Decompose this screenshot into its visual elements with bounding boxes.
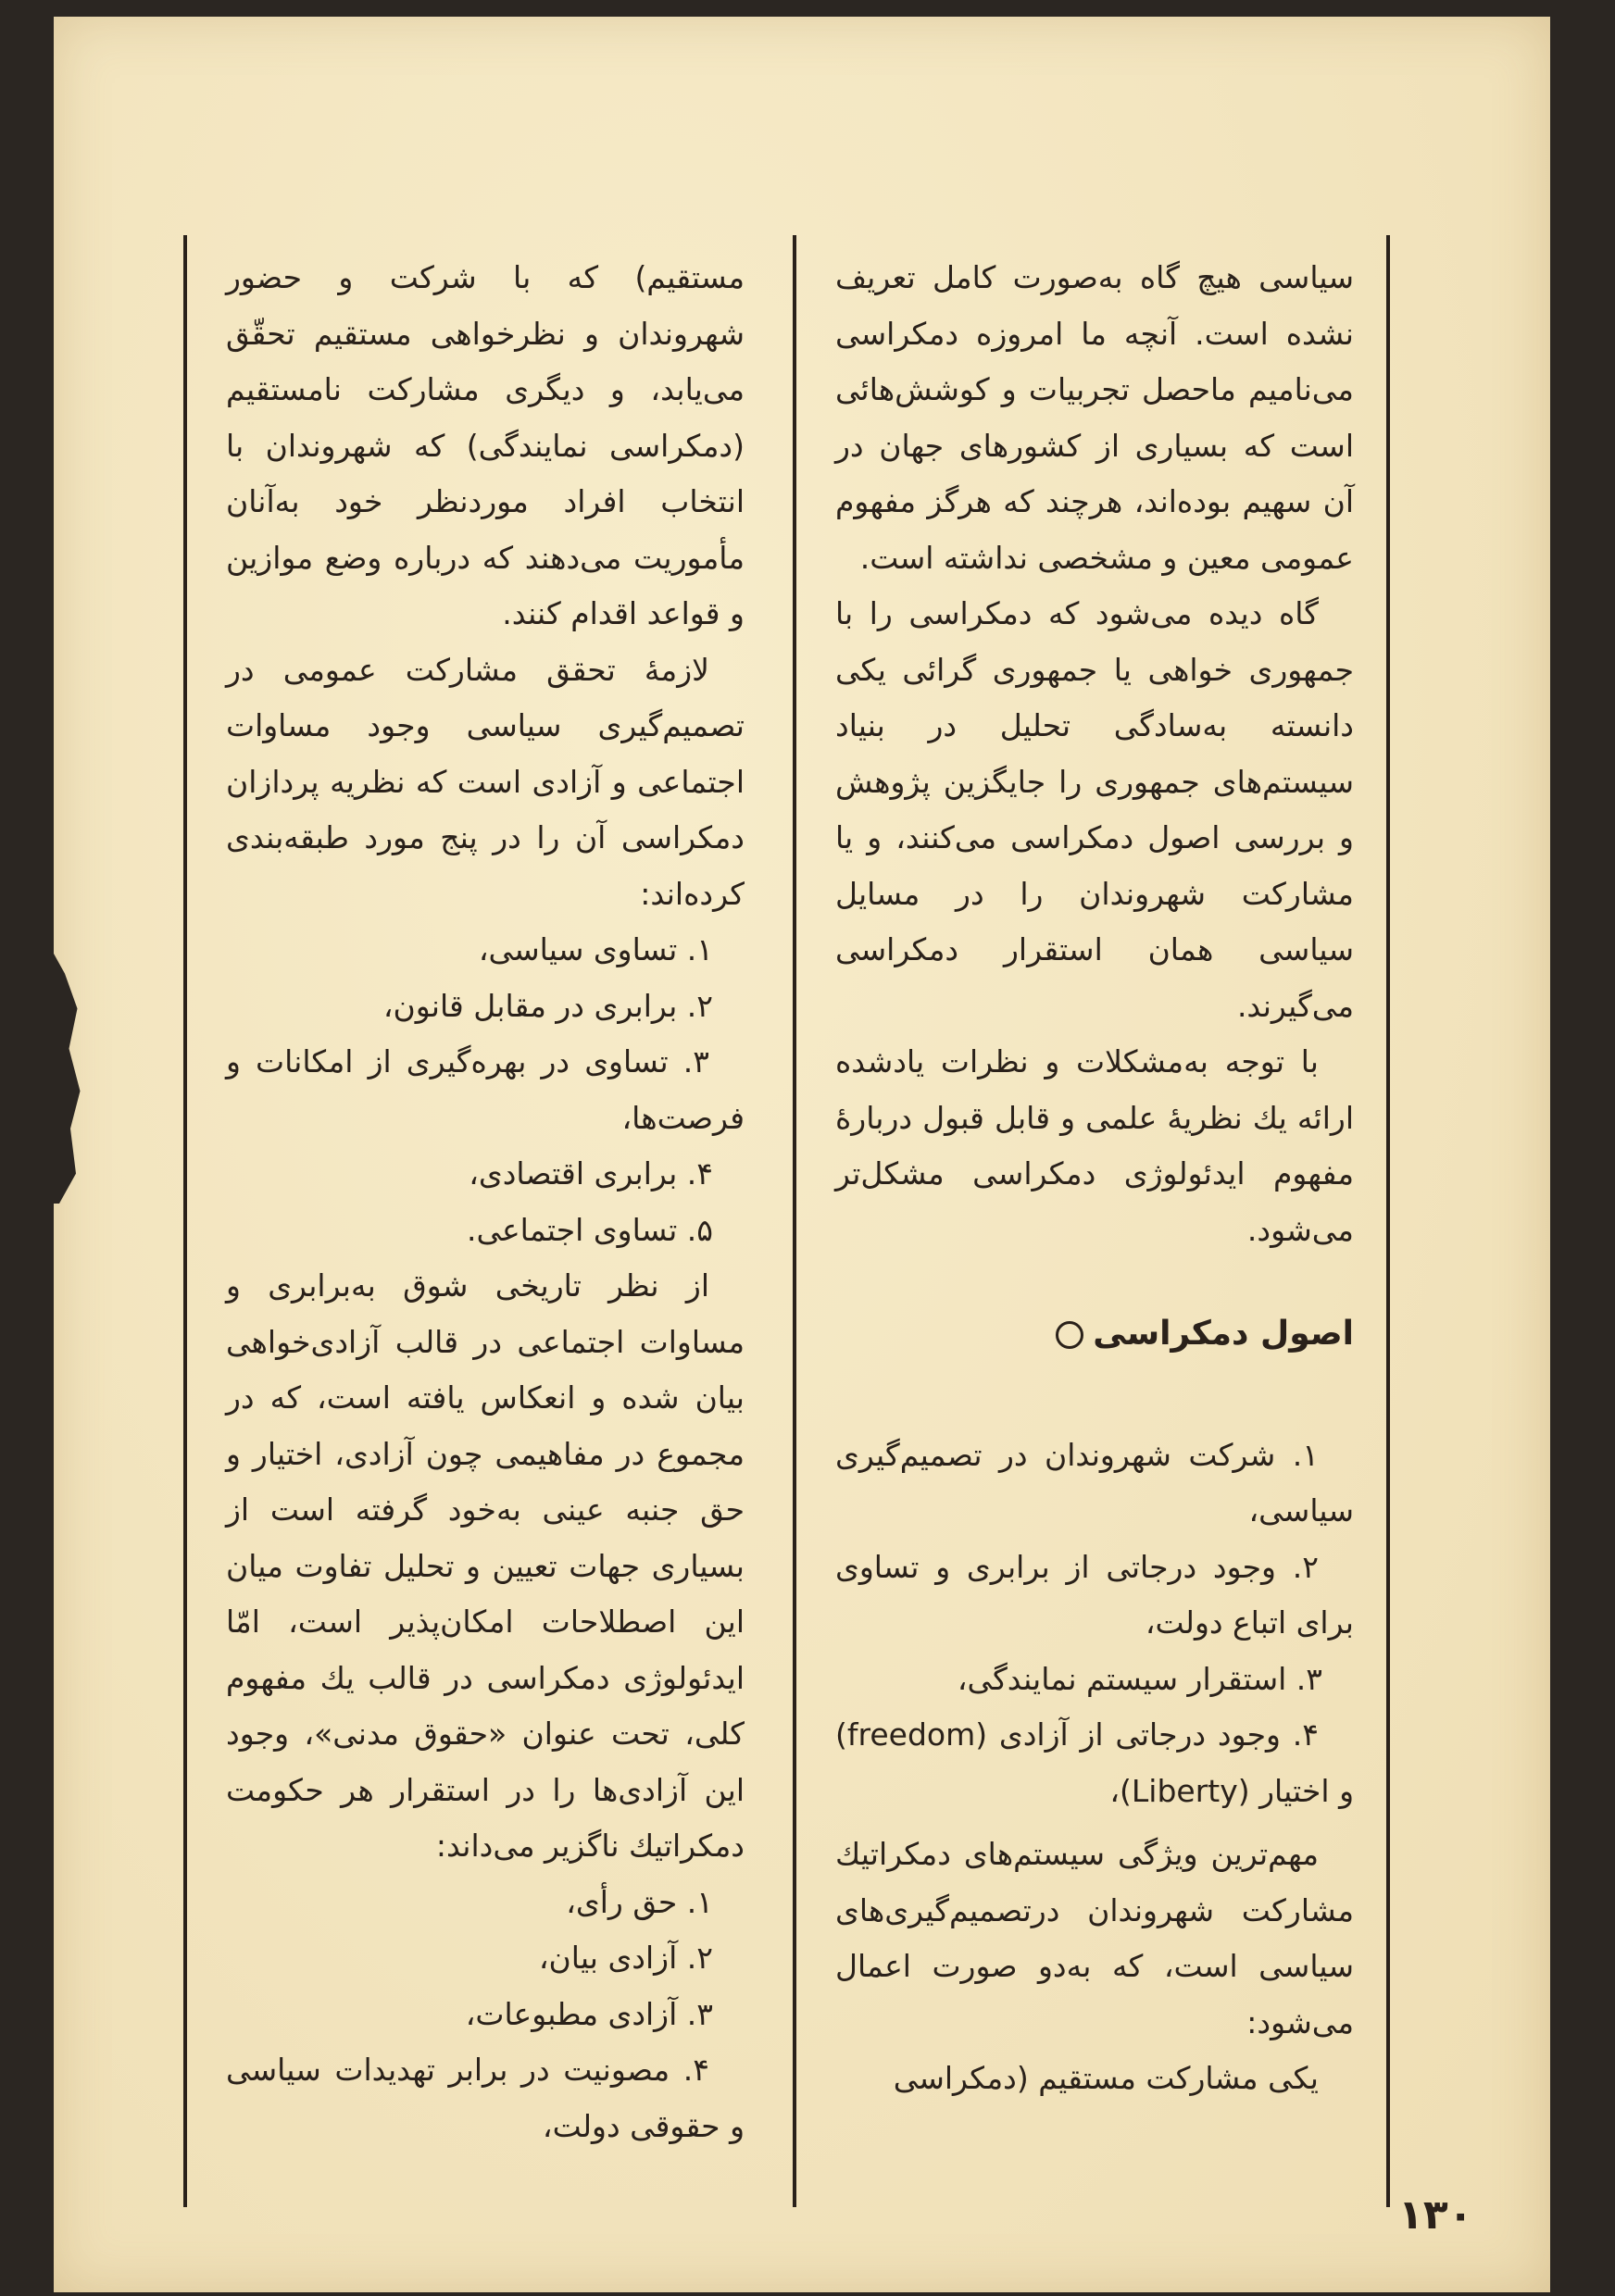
right-column xyxy=(835,250,1354,2107)
list-item: ۱. شرکت شهروندان در تصمیم‌گیری سیاسی، xyxy=(835,1436,1354,1529)
paragraph: با توجه به‌مشکلات و نظرات یادشده ارائه یك نظریهٔ علمی و قابل قبول دربارهٔ مفهوم ایدئولوژی دمکراسی مشکل‌تر می‌شود. xyxy=(835,1043,1354,1248)
circle-bullet-icon xyxy=(1056,1321,1083,1349)
paragraph: مهم‌ترین ویژگی سیستم‌های دمکراتیك مشارکت شهروندان درتصمیم‌گیری‌های سیاسی است، که به‌دو صورت اعمال می‌شود: xyxy=(835,1836,1354,2040)
left-column xyxy=(226,250,745,2154)
page-number: ۱۳۰ xyxy=(1398,2191,1473,2239)
list-item: ۳. آزادی مطبوعات، xyxy=(465,1995,713,2032)
list-item: ۲. آزادی بیان، xyxy=(538,1940,713,1976)
list-item: ۴. برابری اقتصادی، xyxy=(469,1155,713,1192)
list-item: ۴. مصونیت در برابر تهدیدات سیاسی و حقوقی دولت، xyxy=(226,2052,745,2144)
list-item: ۴. وجود درجاتی از آزادی (freedom) و اختیار (Liberty)، xyxy=(835,1716,1354,1809)
column-rule-middle xyxy=(793,235,796,2207)
list-item: ۵. تساوی اجتماعی. xyxy=(467,1211,713,1248)
paragraph: گاه دیده می‌شود که دمکراسی را با جمهوری خواهی یا جمهوری گرائی یکی دانسته به‌سادگی تحلیل در بنیاد سیستم‌های جمهوری را جایگزین پژوهش و بررسی اصول دمکراسی می‌کنند، و یا مشارکت شهروندان را در مسایل سیاسی همان استقرار دمکراسی می‌گیرند. xyxy=(835,595,1354,1024)
column-rule-right xyxy=(1386,235,1390,2207)
heading-text: اصول دمکراسی xyxy=(1093,1315,1354,1353)
list-item: ۳. استقرار سیستم نمایندگی، xyxy=(957,1660,1322,1697)
list-item: ۲. وجود درجاتی از برابری و تساوی برای اتباع دولت، xyxy=(835,1548,1354,1641)
paragraph: لازمهٔ تحقق مشارکت عمومی در تصمیم‌گیری سیاسی وجود مساوات اجتماعی و آزادی است که نظریه پردازان دمکراسی آن را در پنج مورد طبقه‌بندی کرده‌اند: xyxy=(226,651,745,912)
section-heading xyxy=(835,1306,1354,1363)
list-item: ۱. تساوی سیاسی، xyxy=(478,931,713,967)
list-item: ۱. حق رأی، xyxy=(566,1883,713,1920)
paragraph: یکی مشارکت مستقیم (دمکراسی xyxy=(893,2060,1319,2096)
list-item: ۲. برابری در مقابل قانون، xyxy=(382,987,713,1024)
paragraph: از نظر تاریخی شوق به‌برابری و مساوات اجتماعی در قالب آزادی‌خواهی بیان شده و انعکاس یافته است، که در مجموع در مفاهیمی چون آزادی، اختیار و حق جنبه عینی به‌خود گرفته است از بسیاری جهات تعیین و تحلیل تفاوت میان این اصطلاحات امکان‌پذیر است، امّا ایدئولوژی دمکراسی در قالب یك مفهوم کلی، تحت عنوان «حقوق مدنی»، وجود این آزادی‌ها را در استقرار هر حکومت دمکراتیك ناگزیر می‌داند: xyxy=(226,1267,745,1864)
paragraph: مستقیم) که با شرکت و حضور شهروندان و نظرخواهی مستقیم تحقّق می‌یابد، و دیگری مشارکت نامستقیم (دمکراسی نمایندگی) که شهروندان با انتخاب افراد موردنظر خود به‌آنان مأموریت می‌دهند که درباره وضع موازین و قواعد اقدام کنند. xyxy=(226,259,745,631)
list-item: ۳. تساوی در بهره‌گیری از امکانات و فرصت‌ها، xyxy=(226,1043,745,1136)
column-rule-left xyxy=(183,235,187,2207)
paragraph: سیاسی هیچ گاه به‌صورت کامل تعریف نشده است. آنچه ما امروزه دمکراسی می‌نامیم ماحصل تجربیات و کوشش‌هائی است که بسیاری از کشورهای جهان در آن سهیم بوده‌اند، هرچند که هرگز مفهوم عمومی معین و مشخصی نداشته است. xyxy=(835,259,1354,576)
